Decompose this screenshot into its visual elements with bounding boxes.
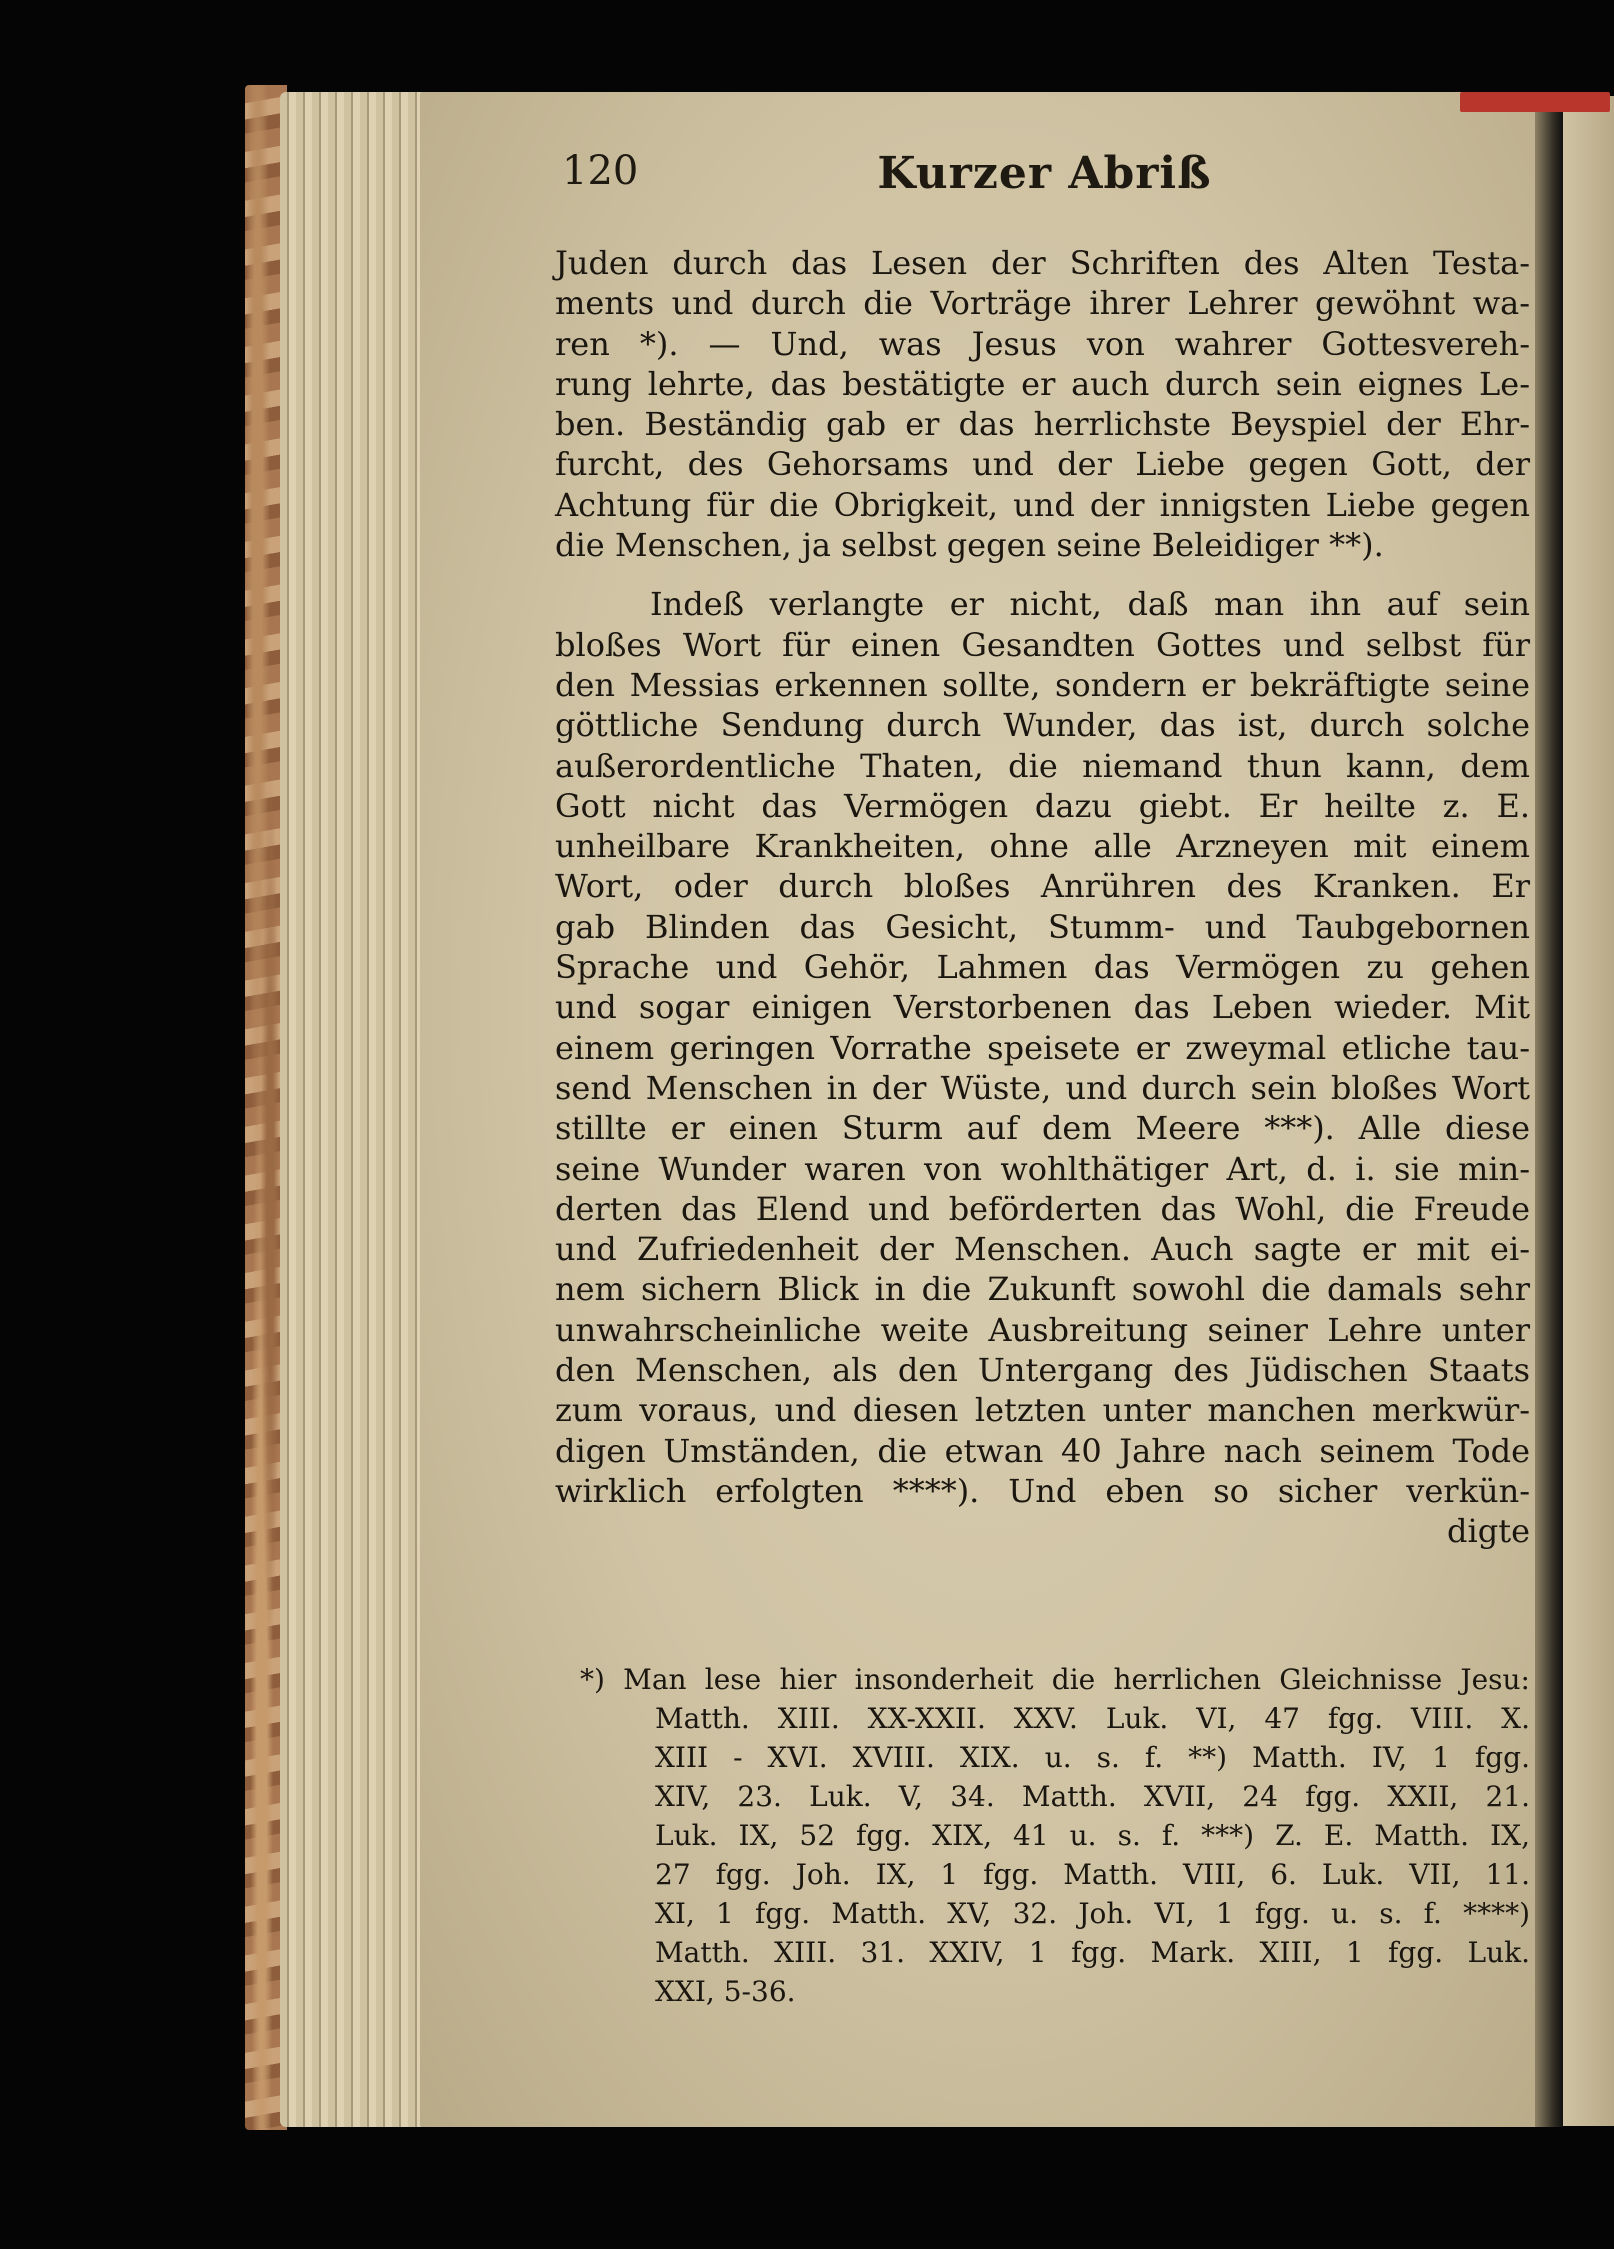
- body-line: den Messias erkennen sollte, sondern er bekräftigte seine: [555, 665, 1530, 704]
- body-line: send Menschen in der Wüste, und durch sein bloßes Wort: [555, 1068, 1530, 1107]
- footnote-line: XIII - XVI. XVIII. XIX. u. s. f. **) Matth. IV, 1 fgg.: [655, 1741, 1530, 1774]
- body-line: göttliche Sendung durch Wunder, das ist, durch solche: [555, 706, 1530, 745]
- body-line: ben. Beständig gab er das herrlichste Beyspiel der Ehr-: [555, 405, 1530, 444]
- footnote-line: Matth. XIII. 31. XXIV, 1 fgg. Mark. XIII, 1 fgg. Luk.: [655, 1936, 1530, 1969]
- footnote-line: 27 fgg. Joh. IX, 1 fgg. Matth. VIII, 6. Luk. VII, 11.: [655, 1858, 1530, 1891]
- page-number: 120: [562, 148, 639, 194]
- body-line: wirklich erfolgten ****). Und eben so sicher verkün-: [555, 1471, 1530, 1510]
- body-line: gab Blinden das Gesicht, Stumm- und Taubgebornen: [555, 907, 1530, 946]
- body-line: einem geringen Vorrathe speisete er zweymal etliche tau-: [555, 1028, 1530, 1067]
- body-line: Gott nicht das Vermögen dazu giebt. Er heilte z. E.: [555, 786, 1530, 825]
- footnote-line: Luk. IX, 52 fgg. XIX, 41 u. s. f. ***) Z. E. Matth. IX,: [655, 1819, 1530, 1852]
- body-line: bloßes Wort für einen Gesandten Gottes und selbst für: [555, 625, 1530, 664]
- running-title: Kurzer Abriß: [877, 148, 1212, 199]
- body-line: nem sichern Blick in die Zukunft sowohl die damals sehr: [555, 1270, 1530, 1309]
- page-edges: [280, 92, 430, 2127]
- footnote-line: Matth. XIII. XX-XXII. XXV. Luk. VI, 47 fgg. VIII. X.: [655, 1702, 1530, 1735]
- body-line: furcht, des Gehorsams und der Liebe gegen Gott, der: [555, 445, 1530, 484]
- body-text: [555, 243, 1530, 1552]
- facing-page-edge: [1563, 96, 1614, 2126]
- body-line: stillte er einen Sturm auf dem Meere ***). Alle diese: [555, 1109, 1530, 1148]
- body-line: Juden durch das Lesen der Schriften des Alten Testa-: [555, 244, 1530, 282]
- footnote-line: XI, 1 fgg. Matth. XV, 32. Joh. VI, 1 fgg. u. s. f. ****): [655, 1897, 1530, 1930]
- body-line: den Menschen, als den Untergang des Jüdischen Staats: [555, 1351, 1530, 1390]
- body-line: unheilbare Krankheiten, ohne alle Arzneyen mit einem: [555, 827, 1530, 866]
- body-line: derten das Elend und beförderten das Wohl, die Freude: [555, 1189, 1530, 1228]
- body-line: digen Umständen, die etwan 40 Jahre nach seinem Tode: [555, 1431, 1530, 1470]
- body-line: außerordentliche Thaten, die niemand thun kann, dem: [555, 746, 1530, 785]
- body-line: ren *). — Und, was Jesus von wahrer Gottesvereh-: [555, 324, 1530, 363]
- body-line: Wort, oder durch bloßes Anrühren des Kranken. Er: [555, 867, 1530, 906]
- bookmark-ribbon: [1460, 92, 1610, 112]
- body-line: zum voraus, und diesen letzten unter manchen merkwür-: [555, 1391, 1530, 1430]
- footnotes: [580, 1660, 1530, 2011]
- footnote-line: *) Man lese hier insonderheit die herrlichen Gleichnisse Jesu:: [580, 1663, 1530, 1696]
- body-line: seine Wunder waren von wohlthätiger Art, d. i. sie min-: [555, 1149, 1530, 1188]
- body-line: die Menschen, ja selbst gegen seine Beleidiger **).: [555, 526, 1384, 565]
- body-line: unwahrscheinliche weite Ausbreitung seiner Lehre unter: [555, 1310, 1530, 1349]
- body-line: ments und durch die Vorträge ihrer Lehrer gewöhnt wa-: [555, 284, 1530, 323]
- paragraph-start-line: Indeß verlangte er nicht, daß man ihn auf sein: [650, 585, 1530, 624]
- page-header: [562, 148, 1527, 208]
- footnote-line: XIV, 23. Luk. V, 34. Matth. XVII, 24 fgg. XXII, 21.: [655, 1780, 1530, 1813]
- body-line: und sogar einigen Verstorbenen das Leben wieder. Mit: [555, 988, 1530, 1027]
- body-line: rung lehrte, das bestätigte er auch durch sein eignes Le-: [555, 364, 1530, 403]
- footnote-line: XXI, 5-36.: [655, 1975, 796, 2008]
- body-line: Sprache und Gehör, Lahmen das Vermögen zu gehen: [555, 948, 1530, 987]
- book-gutter: [1535, 92, 1563, 2127]
- catchword: digte: [1447, 1512, 1530, 1551]
- body-line: und Zufriedenheit der Menschen. Auch sagte er mit ei-: [555, 1230, 1530, 1269]
- body-line: Achtung für die Obrigkeit, und der innigsten Liebe gegen: [555, 485, 1530, 524]
